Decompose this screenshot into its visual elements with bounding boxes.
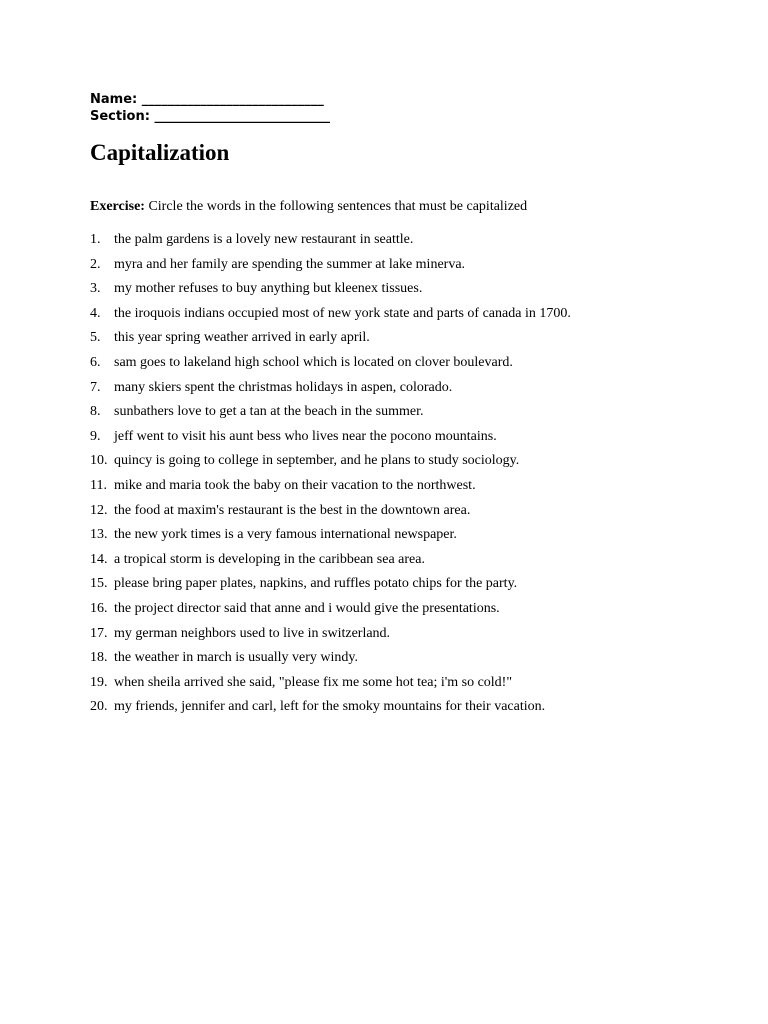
question-item [90,625,571,650]
question-number: 6. [90,354,101,370]
question-text: my german neighbors used to live in switzerland. [114,625,391,641]
question-item [90,502,571,527]
question-text: mike and maria took the baby on their vacation to the northwest. [114,477,476,493]
question-list [90,231,571,723]
question-number: 9. [90,428,101,444]
question-text: my friends, jennifer and carl, left for the smoky mountains for their vacation. [114,699,546,715]
question-item [90,698,571,723]
question-text: the new york times is a very famous international newspaper. [114,527,457,543]
section-label: Section: [90,109,150,124]
question-text: my mother refuses to buy anything but kleenex tissues. [114,281,423,297]
page-title: Capitalization [90,140,230,165]
exercise-label: Exercise: [90,199,145,214]
question-item [90,526,571,551]
question-number: 2. [90,256,101,272]
question-text: the iroquois indians occupied most of new york state and parts of canada in 1700. [114,305,571,321]
question-item [90,280,571,305]
question-item [90,477,571,502]
name-label: Name: [90,92,138,107]
question-number: 12. [90,502,108,518]
question-text: the weather in march is usually very windy. [114,650,359,666]
question-number: 15. [90,576,108,592]
question-item [90,403,571,428]
name-field [90,91,330,108]
question-text: many skiers spent the christmas holidays in aspen, colorado. [114,379,453,395]
question-number: 11. [90,477,107,493]
question-text: a tropical storm is developing in the caribbean sea area. [114,551,425,567]
question-item [90,575,571,600]
student-info-fields [90,91,330,125]
question-text: this year spring weather arrived in early april. [114,330,370,346]
question-item [90,256,571,281]
question-number: 4. [90,305,101,321]
question-number: 3. [90,281,101,297]
question-item [90,231,571,256]
question-number: 17. [90,625,108,641]
question-number: 7. [90,379,101,395]
question-number: 8. [90,404,101,420]
question-text: sunbathers love to get a tan at the beach in the summer. [114,404,424,420]
question-number: 18. [90,650,108,666]
question-number: 1. [90,232,101,247]
question-number: 5. [90,330,101,346]
exercise-instructions [90,198,527,216]
question-text: sam goes to lakeland high school which is located on clover boulevard. [114,354,513,370]
question-text: the food at maxim's restaurant is the best in the downtown area. [114,502,471,518]
section-blank-line: ___________________________ [154,109,330,124]
question-item [90,649,571,674]
question-item [90,674,571,699]
question-item [90,600,571,625]
question-number: 14. [90,551,108,567]
question-item [90,354,571,379]
name-blank-line: ____________________________ [141,92,324,107]
question-number: 20. [90,699,108,715]
question-text: when sheila arrived she said, "please fix me some hot tea; i'm so cold!" [114,674,513,690]
question-text: jeff went to visit his aunt bess who lives near the pocono mountains. [114,428,497,444]
question-item [90,329,571,354]
question-text: myra and her family are spending the summer at lake minerva. [114,256,466,272]
question-item [90,551,571,576]
question-number: 13. [90,527,108,543]
section-field [90,108,330,125]
question-text: the palm gardens is a lovely new restaurant in seattle. [114,232,414,247]
question-text: please bring paper plates, napkins, and ruffles potato chips for the party. [114,576,518,592]
question-text: the project director said that anne and i would give the presentations. [114,600,500,616]
question-item [90,379,571,404]
question-number: 10. [90,453,108,469]
exercise-text: Circle the words in the following sentences that must be capitalized [148,199,528,214]
question-number: 19. [90,674,108,690]
question-item [90,305,571,330]
question-item [90,452,571,477]
question-item [90,428,571,453]
question-number: 16. [90,600,108,616]
question-text: quincy is going to college in september, and he plans to study sociology. [114,453,520,469]
